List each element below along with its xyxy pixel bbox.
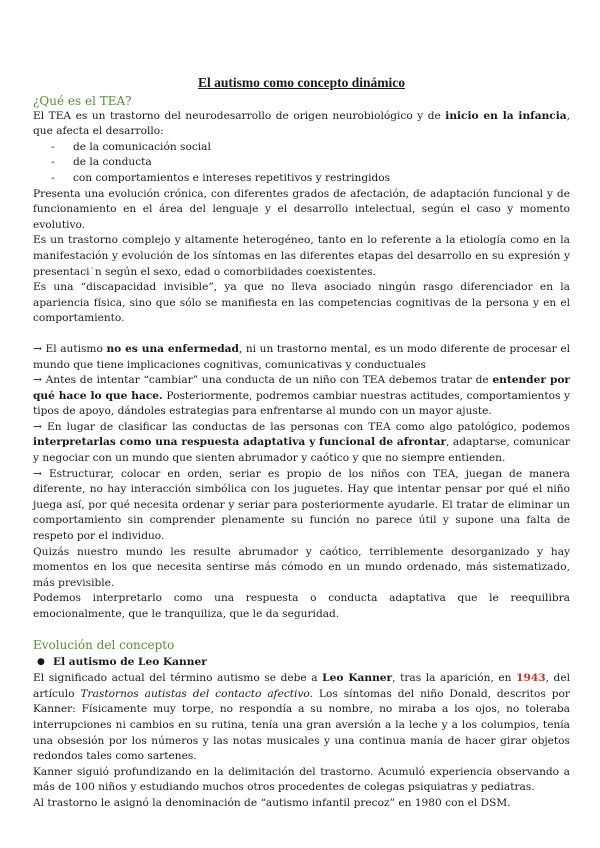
paragraph-adaptive-response: Podemos interpretarlo como una respuesta o conducta adaptativa que le reequilibra emocionalmente, que le tranquiliza, que le da seguridad. [33, 592, 570, 620]
arrow-point-structure: → Estructurar, colocar en orden, seriar es propio de los niños con TEA, juegan de manera diferente, no hay interacción simbólica con los juguetes. Hay que intentar pensar por qué el niño juega así, por qué necesita ordenar y seriar para posteriormente ayudarle. El tratar de eliminar un comportamiento sin comprender plenamente su función no parece útil y supone una falta de respeto por el individuo. [33, 467, 570, 543]
paragraph-intro: El TEA es un trastorno del neurodesarrollo de origen neurobiológico y de inicio en la infancia, que afecta el desarrollo: [33, 109, 570, 138]
arrow-point-not-disease: → El autismo no es una enfermedad, ni un trastorno mental, es un modo diferente de procesar el mundo que tiene implicaciones cognitivas, comunicativas y conductuales [33, 342, 570, 371]
document-title: El autismo como concepto dinámico [198, 75, 405, 90]
list-item: - de la comunicación social [51, 140, 211, 153]
bullet-icon: ● [37, 656, 45, 667]
section-heading-concept-evolution: Evolución del concepto [33, 637, 175, 652]
arrow-point-interpret: → En lugar de clasificar las conductas de las personas con TEA como algo patológico, podemos interpretarlas como una respuesta adaptativa y funcional de afrontar, adaptarse, comunicar y negociar con un mundo que sienten abrumador y caótico y que no siempre entienden. [33, 420, 570, 465]
development-list [33, 140, 570, 187]
arrow-point-understand: → Antes de intentar “cambiar” una conducta de un niño con TEA debemos tratar de entender por qué hace lo que hace. Posteriormente, podremos cambiar nuestras actitudes, comportamientos y tipos de apoyo, dándoles estrategias para enfrentarse al mundo con un mayor ajuste. [33, 374, 571, 418]
paragraph-kanner-origin: El significado actual del término autismo se debe a Leo Kanner, tras la aparición, en 1943, del artículo Trastornos autistas del contacto afectivo. Los síntomas del niño Donald, descritos por Kanner: Físicamente muy torpe, no respondía a su nombre, no miraba a los ojos, no toleraba interrupciones ni cambios en su rutina, tenía una gran aversión a la leche y a los columpios, tenía una obsesión por los números y las notas musicales y una continua manía de hacer girar objetos redondos tales como sartenes. [33, 672, 570, 763]
paragraph-invisible-disability: Es una “discapacidad invisible”, ya que no lleva asociado ningún rasgo diferenciador en la apariencia física, sino que sólo se manifiesta en las competencias cognitivas de la persona y en el comportamiento. [33, 281, 570, 325]
paragraph-kanner-research: Kanner siguió profundizando en la delimitación del trastorno. Acumuló experiencia observando a más de 100 niños y estudiando muchos otros procedentes de colegas psiquiatras y pediatras. [33, 765, 570, 794]
list-item: - con comportamientos e intereses repetitivos y restringidos [51, 171, 391, 184]
subheading-leo-kanner: ● El autismo de Leo Kanner [33, 655, 570, 671]
paragraph-evolution: Presenta una evolución crónica, con diferentes grados de afectación, de adaptación funcional y de funcionamiento en el área del lenguaje y el desarrollo intelectual, según el caso y momento evolutivo. [33, 187, 570, 231]
paragraph-overwhelming-world: Quizás nuestro mundo les resulte abrumador y caótico, terriblemente desorganizado y hay momentos en los que necesita sentirse más cómodo en un mundo ordenado, más sistematizado, más previsible. [33, 545, 570, 589]
section-heading-what-is-tea: ¿Qué es el TEA? [33, 93, 132, 108]
year-highlight: 1943 [516, 672, 546, 685]
list-item: - de la conducta [51, 156, 152, 169]
paragraph-kanner-denomination: Al trastorno le asignó la denominación de “autismo infantil precoz” en 1980 con el DSM. [33, 796, 511, 809]
paragraph-heterogeneous: Es un trastorno complejo y altamente heterogéneo, tanto en lo referente a la etiología como en la manifestación y evolución de los síntomas en las diferentes etapas del desarrollo en su expresión y presentaci˙n según el sexo, edad o comorbiidades coexistentes. [33, 234, 570, 278]
document-page [33, 66, 570, 812]
